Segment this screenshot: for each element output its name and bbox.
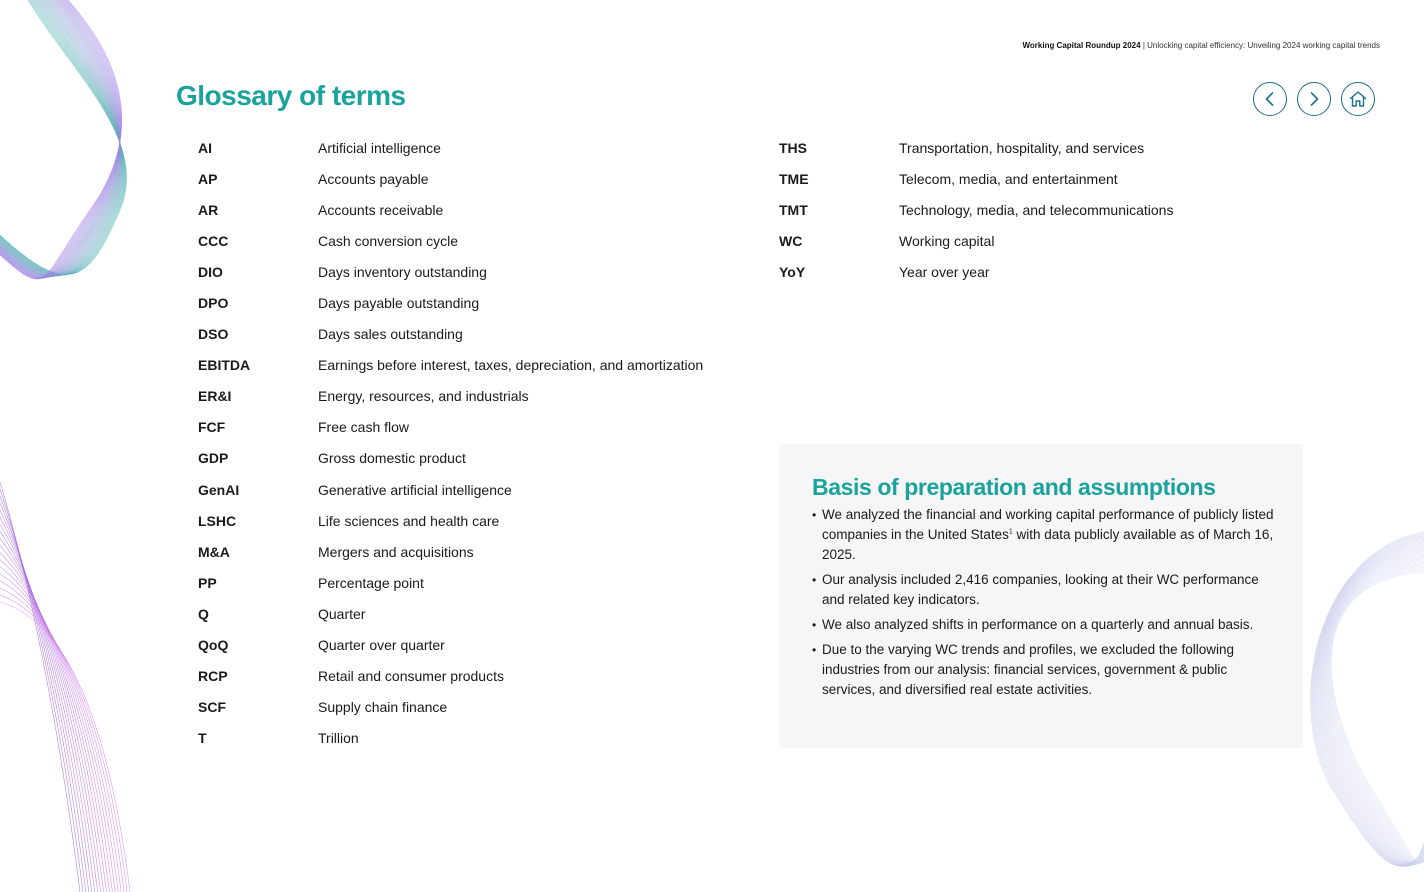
basis-bullet	[812, 640, 1277, 700]
wave-line	[0, 0, 120, 277]
glossary-term: RCP	[198, 668, 228, 685]
glossary-item	[779, 225, 1173, 256]
glossary-item	[198, 567, 703, 598]
glossary-term: CCC	[198, 232, 229, 249]
glossary-item	[779, 163, 1173, 194]
glossary-definition: Working capital	[899, 232, 995, 249]
wave-line	[0, 489, 83, 892]
glossary-term: AR	[198, 201, 219, 218]
wave-line	[0, 0, 122, 276]
wave-line	[0, 0, 120, 278]
basis-title: Basis of preparation and assumptions	[812, 474, 1216, 500]
wave-line	[0, 0, 120, 277]
wave-line	[1322, 551, 1424, 863]
wave-line	[1324, 555, 1424, 863]
basis-bullet-text: We analyzed the financial and working capital performance of publicly listed companies in the United States	[822, 507, 1274, 542]
wave-line	[0, 0, 121, 279]
glossary-item	[198, 474, 703, 505]
basis-bullet	[812, 570, 1277, 610]
wave-line	[0, 524, 98, 892]
wave-line	[0, 482, 80, 892]
wave-line	[0, 0, 122, 279]
basis-bullet-text: We also analyzed shifts in performance on a quarterly and annual basis.	[822, 617, 1254, 632]
wave-line	[0, 0, 122, 276]
wave-line	[1325, 557, 1424, 862]
glossary-item	[198, 505, 703, 536]
glossary-term: Q	[198, 605, 209, 622]
wave-line	[0, 517, 95, 892]
wave-line	[0, 0, 120, 277]
glossary-definition: Year over year	[899, 263, 990, 280]
glossary-definition: Generative artificial intelligence	[318, 481, 512, 498]
glossary-item	[779, 132, 1173, 163]
basis-bullet	[812, 505, 1277, 565]
glossary-term: GDP	[198, 450, 229, 467]
home-icon	[1348, 89, 1368, 109]
glossary-definition: Days payable outstanding	[318, 295, 480, 312]
wave-line	[0, 0, 126, 275]
glossary-definition: Artificial intelligence	[318, 139, 441, 156]
wave-line	[1323, 553, 1424, 863]
glossary-definition: Transportation, hospitality, and services	[899, 139, 1145, 156]
wave-line	[0, 0, 121, 276]
glossary-list-right	[779, 132, 1173, 287]
wave-line	[0, 0, 120, 278]
glossary-term: SCF	[198, 699, 226, 716]
wave-line	[0, 0, 125, 275]
glossary-definition: Technology, media, and telecommunications	[899, 201, 1174, 218]
glossary-term: LSHC	[198, 512, 237, 529]
glossary-definition: Cash conversion cycle	[318, 232, 459, 249]
chevron-left-icon	[1262, 91, 1278, 107]
glossary-item	[198, 132, 703, 163]
previous-page-button[interactable]	[1253, 82, 1287, 116]
wave-line	[1314, 538, 1424, 865]
glossary-term: YoY	[779, 263, 806, 280]
basis-bullet	[812, 615, 1277, 635]
wave-line	[1317, 542, 1424, 865]
report-title: Working Capital Roundup 2024	[1022, 41, 1141, 50]
wave-line	[0, 531, 101, 892]
wave-line	[0, 0, 125, 275]
glossary-term: AI	[198, 139, 212, 156]
chevron-right-icon	[1306, 91, 1322, 107]
wave-line	[0, 0, 124, 275]
wave-line	[1326, 559, 1424, 862]
decorative-wave-top-left	[0, 0, 170, 310]
wave-line	[1311, 532, 1424, 867]
page-title: Glossary of terms	[176, 80, 406, 111]
wave-line	[0, 574, 118, 892]
glossary-item	[198, 630, 703, 661]
wave-line	[1320, 547, 1424, 864]
wave-line	[1313, 536, 1424, 866]
wave-line	[1331, 571, 1424, 861]
wave-line	[0, 0, 120, 277]
basis-bullet-list	[812, 505, 1277, 700]
glossary-definition: Accounts payable	[318, 170, 429, 187]
glossary-item	[198, 723, 703, 754]
glossary-definition: Mergers and acquisitions	[318, 543, 474, 560]
wave-line	[1316, 540, 1424, 864]
glossary-item	[198, 412, 703, 443]
glossary-definition: Trillion	[318, 730, 359, 747]
wave-line	[1328, 565, 1424, 862]
wave-line	[1312, 534, 1424, 866]
wave-line	[1330, 570, 1424, 861]
wave-line	[1318, 544, 1424, 864]
glossary-item	[198, 194, 703, 225]
basis-bullet-text: Our analysis included 2,416 companies, looking at their WC performance and related key indicators.	[822, 572, 1259, 607]
wave-line	[1329, 567, 1424, 861]
navigation-buttons	[1253, 82, 1375, 116]
glossary-definition: Energy, resources, and industrials	[318, 388, 529, 405]
decorative-wave-bottom-left	[0, 482, 140, 892]
glossary-item	[198, 350, 703, 381]
footnote-marker: 1	[1008, 528, 1013, 536]
glossary-term: GenAI	[198, 481, 240, 498]
glossary-definition: Accounts receivable	[318, 201, 444, 218]
wave-line	[0, 588, 124, 892]
basis-bullet-text-continued: with data publicly available as of March 16, 2025.	[822, 527, 1274, 562]
glossary-definition: Free cash flow	[318, 419, 410, 436]
glossary-item	[198, 287, 703, 318]
glossary-term: EBITDA	[198, 357, 251, 374]
glossary-definition: Life sciences and health care	[318, 512, 500, 529]
wave-line	[0, 567, 115, 892]
wave-line	[0, 0, 121, 276]
wave-line	[0, 0, 120, 277]
wave-line	[0, 538, 104, 892]
glossary-definition: Quarter over quarter	[318, 637, 445, 654]
wave-line	[0, 0, 123, 275]
glossary-term: PP	[198, 574, 217, 591]
wave-line	[0, 0, 121, 278]
wave-line	[0, 0, 127, 275]
report-subtitle: Unlocking capital efficiency: Unveiling 2024 working capital trends	[1147, 41, 1380, 50]
glossary-item	[198, 661, 703, 692]
glossary-item	[198, 443, 703, 474]
glossary-item	[198, 225, 703, 256]
wave-line	[0, 581, 121, 892]
glossary-term: M&A	[198, 543, 230, 560]
wave-line	[1317, 543, 1424, 865]
wave-line	[1330, 568, 1424, 861]
wave-line	[0, 602, 130, 892]
glossary-term: DIO	[198, 263, 223, 280]
glossary-definition: Days inventory outstanding	[318, 263, 487, 280]
wave-line	[0, 0, 120, 277]
wave-line	[1328, 564, 1424, 862]
glossary-definition: Telecom, media, and entertainment	[899, 170, 1118, 187]
wave-line	[1327, 562, 1424, 861]
glossary-term: TMT	[779, 201, 808, 218]
wave-line	[1314, 537, 1424, 866]
home-button[interactable]	[1341, 82, 1375, 116]
wave-line	[1325, 556, 1424, 862]
glossary-term: QoQ	[198, 637, 229, 654]
wave-line	[0, 0, 121, 276]
glossary-term: TME	[779, 170, 809, 187]
glossary-item	[198, 381, 703, 412]
wave-line	[0, 0, 121, 276]
wave-line	[1323, 554, 1424, 863]
header-separator: |	[1142, 41, 1145, 50]
glossary-item	[779, 256, 1173, 287]
wave-line	[1329, 566, 1424, 861]
glossary-term: THS	[779, 139, 807, 156]
wave-line	[0, 0, 120, 277]
glossary-definition: Supply chain finance	[318, 699, 448, 716]
wave-line	[0, 0, 120, 278]
wave-line	[0, 546, 106, 892]
report-header	[1022, 41, 1380, 50]
wave-line	[0, 0, 120, 277]
wave-line	[0, 0, 120, 278]
glossary-definition: Earnings before interest, taxes, depreciation, and amortization	[318, 357, 704, 374]
wave-line	[1319, 545, 1424, 864]
basis-panel	[779, 444, 1303, 748]
glossary-item	[198, 319, 703, 350]
wave-line	[0, 503, 89, 892]
wave-line	[1322, 550, 1424, 863]
wave-line	[1311, 533, 1424, 866]
glossary-item	[779, 194, 1173, 225]
wave-line	[0, 595, 127, 892]
wave-line	[0, 553, 109, 892]
glossary-term: T	[198, 730, 207, 747]
glossary-definition: Retail and consumer products	[318, 668, 504, 685]
glossary-definition: Days sales outstanding	[318, 326, 463, 343]
glossary-item	[198, 163, 703, 194]
wave-line	[0, 560, 112, 892]
wave-line	[0, 0, 122, 276]
wave-line	[1315, 539, 1424, 865]
glossary-item	[198, 692, 703, 723]
glossary-list-left	[198, 132, 703, 754]
wave-line	[0, 496, 86, 892]
glossary-term: ER&I	[198, 388, 232, 405]
basis-bullet-text: Due to the varying WC trends and profiles, we excluded the following industries from our analysis: financial services, government & public services, and diversified real estate activities.	[822, 642, 1234, 697]
wave-line	[0, 0, 121, 279]
glossary-term: AP	[198, 170, 218, 187]
glossary-term: WC	[779, 232, 803, 249]
wave-line	[1327, 561, 1424, 862]
glossary-term: DPO	[198, 295, 229, 312]
wave-line	[0, 0, 123, 275]
wave-line	[1321, 549, 1424, 864]
glossary-term: DSO	[198, 326, 229, 343]
wave-line	[1320, 548, 1424, 864]
wave-line	[0, 0, 126, 275]
wave-line	[0, 0, 120, 278]
wave-line	[0, 0, 120, 278]
glossary-term: FCF	[198, 419, 226, 436]
wave-line	[0, 0, 122, 279]
wave-line	[0, 0, 123, 276]
wave-line	[1326, 560, 1424, 862]
glossary-definition: Percentage point	[318, 574, 424, 591]
glossary-item	[198, 598, 703, 629]
wave-line	[0, 0, 124, 275]
glossary-item	[198, 536, 703, 567]
glossary-definition: Quarter	[318, 605, 366, 622]
next-page-button[interactable]	[1297, 82, 1331, 116]
wave-line	[1331, 572, 1424, 860]
wave-line	[0, 510, 92, 892]
glossary-item	[198, 256, 703, 287]
glossary-definition: Gross domestic product	[318, 450, 466, 467]
